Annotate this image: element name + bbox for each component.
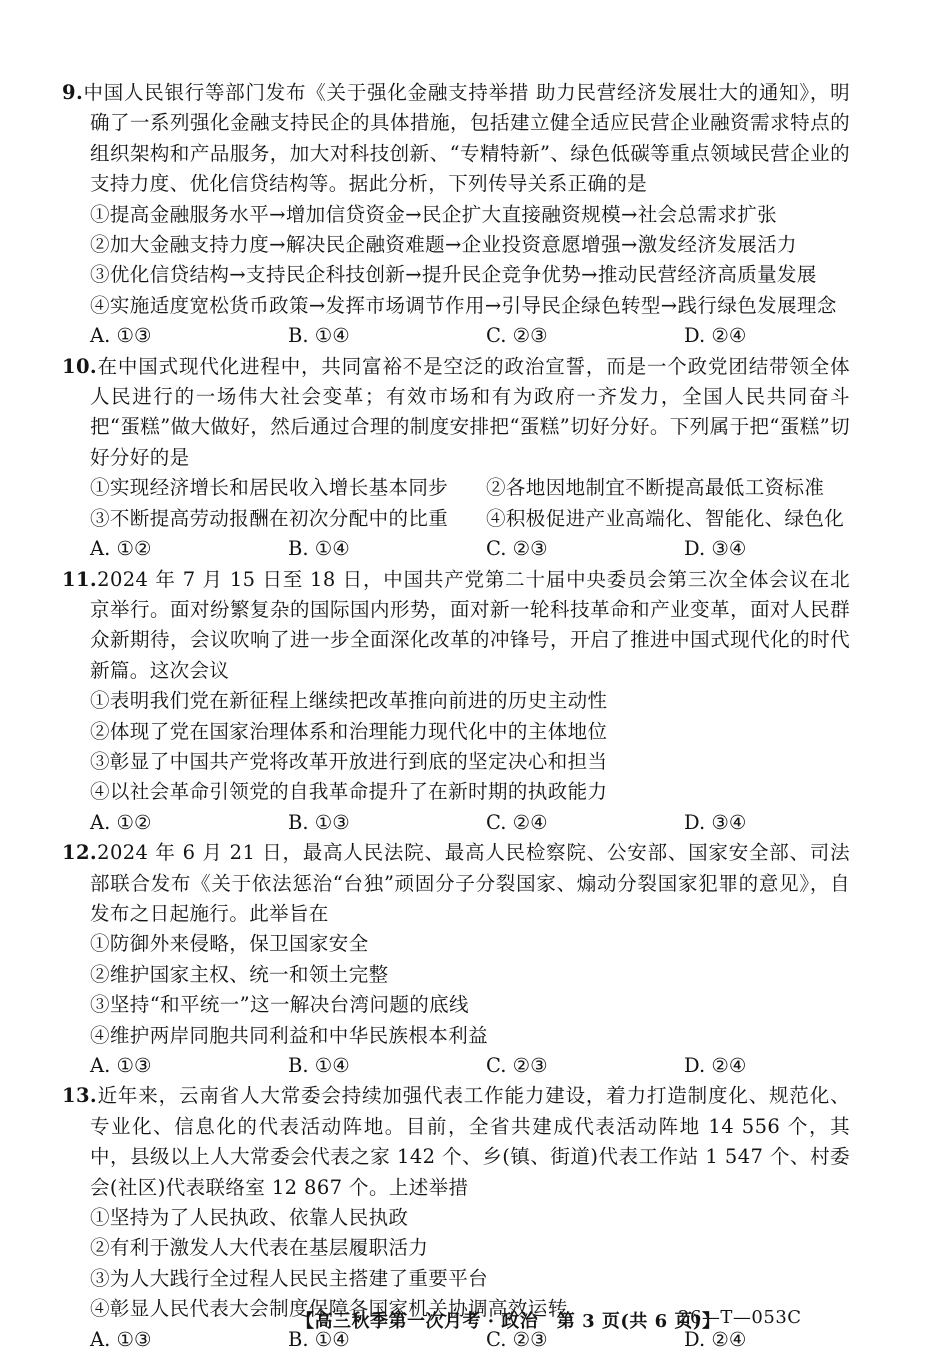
question-text: 2024 年 7 月 15 日至 18 日，中国共产党第二十届中央委员会第三次全体会议在北京举行。面对纷繁复杂的国际国内形势，面对新一轮科技革命和产业变革，面对人民群众新期待，会议吹响了进一步全面深化改革的冲锋号，开启了推进中国式现代化的时代新篇。这次会议 xyxy=(90,567,850,682)
choice-d: D. ②④ xyxy=(684,1327,747,1351)
question-text: 中国人民银行等部门发布《关于强化金融支持举措 助力民营经济发展壮大的通知》，明确了一系列强化金融支持民企的具体措施，包括建立健全适应民营企业融资需求特点的组织架构和产品服务，加大对科技创新、“专精特新”、绿色低碳等重点领域民营企业的支持力度、优化信贷结构等。据此分析，下列传导关系正确的是 xyxy=(83,81,850,196)
statement-item: ①坚持为了人民执政、依靠人民执政 xyxy=(90,1206,409,1230)
page-footer xyxy=(0,1307,950,1337)
question-stem xyxy=(0,1081,950,1203)
choice-a: A. ①③ xyxy=(90,1327,152,1351)
footer-title: 【高三秋季第一次月考 · 政治 第 3 页(共 6 页)】 xyxy=(296,1311,721,1332)
answer-choices xyxy=(0,534,950,564)
choice-c: C. ②③ xyxy=(486,1327,548,1351)
statement-item: ③彰显了中国共产党将改革开放进行到底的坚定决心和担当 xyxy=(90,749,608,773)
choice-c: C. ②③ xyxy=(486,537,548,561)
statement-item: ④积极促进产业高端化、智能化、绿色化 xyxy=(486,506,845,530)
statement-item: ③不断提高劳动报酬在初次分配中的比重 xyxy=(90,506,449,530)
question-number: 12. xyxy=(62,841,98,865)
statement-item: ④以社会革命引领党的自我革命提升了在新时期的执政能力 xyxy=(90,780,608,804)
question-12 xyxy=(0,838,950,1081)
question-11 xyxy=(0,565,950,839)
choice-a: A. ①③ xyxy=(90,324,152,348)
choice-b: B. ①④ xyxy=(288,537,350,561)
answer-choices xyxy=(0,1051,950,1081)
choice-c: C. ②③ xyxy=(486,324,548,348)
statement-item: ②加大金融支持力度→解决民企融资难题→企业投资意愿增强→激发经济发展活力 xyxy=(90,233,797,257)
choice-d: D. ②④ xyxy=(684,1054,747,1077)
statement-item: ①实现经济增长和居民收入增长基本同步 xyxy=(90,476,449,500)
question-number: 11. xyxy=(62,567,98,591)
question-number: 10. xyxy=(62,354,98,378)
statement-item: ④实施适度宽松货币政策→发挥市场调节作用→引导民企绿色转型→践行绿色发展理念 xyxy=(90,293,837,317)
statement-item: ②维护国家主权、统一和领土完整 xyxy=(90,962,389,986)
question-text: 在中国式现代化进程中，共同富裕不是空泛的政治宣誓，而是一个政党团结带领全体人民进行的一场伟大社会变革；有效市场和有为政府一齐发力，全国人民共同奋斗把“蛋糕”做大做好，然后通过合理的制度安排把“蛋糕”切好分好。下列属于把“蛋糕”切好分好的是 xyxy=(90,354,850,469)
question-10 xyxy=(0,352,950,565)
choice-a: A. ①③ xyxy=(90,1054,152,1077)
choice-d: D. ②④ xyxy=(684,324,747,348)
statement-row xyxy=(0,504,950,534)
choice-c: C. ②③ xyxy=(486,1054,548,1077)
question-stem xyxy=(0,838,950,929)
statement-item: ①提高金融服务水平→增加信贷资金→民企扩大直接融资规模→社会总需求扩张 xyxy=(90,202,778,226)
choice-b: B. ①④ xyxy=(288,1327,350,1351)
question-text: 近年来，云南省人大常委会持续加强代表工作能力建设，着力打造制度化、规范化、专业化、信息化的代表活动阵地。目前，全省共建成代表活动阵地 14 556 个，其中，县级以上人大常委会代表之家 142 个、乡(镇、街道)代表工作站 1 547 个、村委会(社区)代表联络室 12 867 个。上述举措 xyxy=(90,1084,850,1199)
choice-d: D. ③④ xyxy=(684,537,747,561)
statement-item: ②各地因地制宜不断提高最低工资标准 xyxy=(486,476,825,500)
statement-item: ③为人大践行全过程人民民主搭建了重要平台 xyxy=(90,1266,489,1290)
statement-item: ④彰显人民代表大会制度保障各国家机关协调高效运转 xyxy=(90,1297,568,1321)
statement-item: ④维护两岸同胞共同利益和中华民族根本利益 xyxy=(90,1023,489,1047)
question-stem xyxy=(0,565,950,687)
answer-choices xyxy=(0,808,950,838)
footer-code: 26—T—053C xyxy=(678,1307,802,1328)
choice-d: D. ③④ xyxy=(684,810,747,834)
question-stem xyxy=(0,78,950,200)
statement-item: ①表明我们党在新征程上继续把改革推向前进的历史主动性 xyxy=(90,689,608,713)
exam-page xyxy=(0,78,950,1355)
statement-item: ②有利于激发人大代表在基层履职活力 xyxy=(90,1236,429,1260)
statement-item: ②体现了党在国家治理体系和治理能力现代化中的主体地位 xyxy=(90,719,608,743)
question-9 xyxy=(0,78,950,352)
choice-c: C. ②④ xyxy=(486,810,548,834)
question-number: 13. xyxy=(62,1084,98,1108)
statement-item: ①防御外来侵略，保卫国家安全 xyxy=(90,932,369,956)
answer-choices xyxy=(0,321,950,351)
choice-b: B. ①④ xyxy=(288,324,350,348)
statement-item: ③坚持“和平统一”这一解决台湾问题的底线 xyxy=(90,993,469,1017)
choice-a: A. ①② xyxy=(90,537,152,561)
statement-row xyxy=(0,473,950,503)
question-number: 9. xyxy=(62,81,84,104)
question-stem xyxy=(0,352,950,474)
choice-a: A. ①② xyxy=(90,810,152,834)
statement-item: ③优化信贷结构→支持民企科技创新→提升民企竞争优势→推动民营经济高质量发展 xyxy=(90,263,817,287)
choice-b: B. ①④ xyxy=(288,1054,350,1077)
choice-b: B. ①③ xyxy=(288,810,350,834)
question-text: 2024 年 6 月 21 日，最高人民法院、最高人民检察院、公安部、国家安全部、司法部联合发布《关于依法惩治“台独”顽固分子分裂国家、煽动分裂国家犯罪的意见》，自发布之日起施行。此举旨在 xyxy=(90,841,850,925)
